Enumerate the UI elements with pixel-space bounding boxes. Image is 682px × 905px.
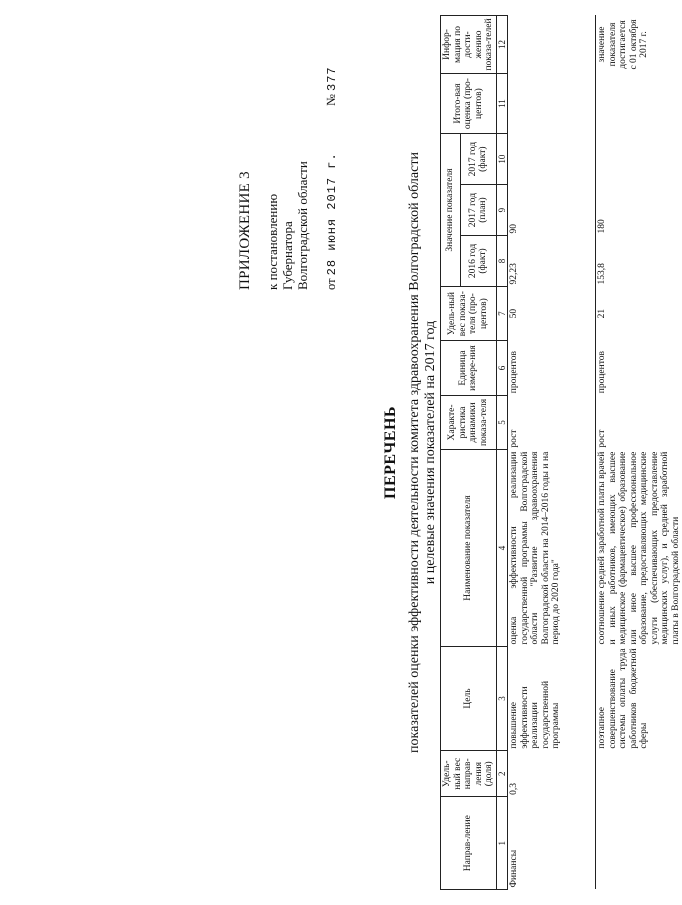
column-number: 9	[496, 185, 508, 236]
cell-info: значение показателя достигается с 01 октября 2017 г.	[596, 16, 682, 74]
indicators-table	[440, 15, 682, 890]
col-header-info: Инфор-мация по дости-жению показа-телей	[441, 16, 497, 74]
subtitle-line-1: показателей оценки эффективности деятельности комитета здравоохранения Волгоградской области	[407, 152, 422, 753]
cell-direction-weight: 0,3	[508, 751, 596, 797]
appendix-header	[238, 30, 340, 290]
cell-2017-plan: 180	[596, 185, 682, 236]
cell-unit: процентов	[508, 341, 596, 395]
column-number: 10	[496, 134, 508, 185]
cell-dynamics: рост	[508, 395, 596, 449]
table-row	[596, 16, 682, 890]
header-line-2: Губернатора	[280, 221, 295, 290]
col-header-dynamics: Характе-ристика динамики показа-теля	[441, 395, 497, 449]
cell-2017-fact	[596, 134, 682, 185]
cell-goal: поэтапное совершенствование системы оплаты труда работников бюджетной сферы	[596, 646, 682, 750]
cell-direction	[596, 797, 682, 890]
subtitle-line-2: и целевые значения показателей на 2017 год	[423, 320, 438, 585]
header-line-1: к постановлению	[265, 193, 280, 290]
cell-2017-fact	[508, 134, 596, 185]
col-header-2017-plan: 2017 год (план)	[460, 185, 496, 236]
cell-indicator: соотношение средней заработной платы врачей и иных работников, имеющих высшее медицинское (фармацевтическое) образование или иное высшее профессиональное образование, предоставляющих медицинские услуги (обеспечивающих предоставление медицинских услуг), и средней заработной платы в Волгоградской области	[597, 451, 681, 645]
date-prefix: от	[324, 278, 338, 290]
col-header-value-group: Значение показателя	[441, 134, 461, 287]
column-number: 12	[496, 16, 508, 74]
cell-2016-fact: 153,8	[596, 236, 682, 287]
header-line-3: Волгоградской области	[295, 161, 310, 290]
cell-total	[596, 73, 682, 133]
cell-indicator: оценка эффективности реализации государственной программы Волгоградской области "Развитие здравоохранения Волгоградской области на 2014–2016 годы и на период до 2020 года"	[508, 450, 596, 647]
document-subtitle	[407, 150, 439, 755]
column-number: 3	[496, 646, 508, 750]
col-header-2017-fact: 2017 год (факт)	[460, 134, 496, 185]
col-header-direction: Направ-ление	[441, 797, 497, 890]
cell-direction: Финансы	[508, 797, 596, 890]
document-title: ПЕРЕЧЕНЬ	[382, 406, 399, 499]
number-prefix: №	[324, 94, 338, 107]
col-header-goal: Цель	[441, 646, 497, 750]
decree-date: 28 июня 2017 г.	[325, 152, 339, 276]
col-header-indicator: Наименование показателя	[441, 450, 497, 647]
column-number: 2	[496, 751, 508, 797]
table-row	[508, 16, 596, 890]
appendix-title: ПРИЛОЖЕНИЕ 3	[237, 171, 253, 290]
col-header-2016-fact: 2016 год (факт)	[460, 236, 496, 287]
col-header-indicator-weight: Удель-ный вес показа-теля (про-центов)	[441, 286, 497, 340]
column-number: 5	[496, 395, 508, 449]
column-numbers-row	[496, 16, 508, 890]
column-number: 8	[496, 236, 508, 287]
col-header-unit: Единица измере-ния	[441, 341, 497, 395]
column-number: 11	[496, 73, 508, 133]
cell-dynamics: рост	[596, 395, 682, 449]
table-header-row-1	[441, 16, 461, 890]
cell-info	[508, 16, 596, 74]
cell-2017-plan: 90	[508, 185, 596, 236]
col-header-direction-weight: Удель-ный вес направ-ления (доля)	[441, 751, 497, 797]
column-number: 1	[496, 797, 508, 890]
cell-total	[508, 73, 596, 133]
col-header-total: Итого-вая оценка (про-центов)	[441, 73, 497, 133]
column-number: 7	[496, 286, 508, 340]
decree-number: 377	[325, 66, 339, 91]
cell-unit: процентов	[596, 341, 682, 395]
column-number: 4	[496, 450, 508, 647]
cell-direction-weight	[596, 751, 682, 797]
cell-indicator-weight: 21	[596, 286, 682, 340]
decree-date-line	[324, 30, 340, 290]
column-number: 6	[496, 341, 508, 395]
cell-goal: повышение эффективности реализации государственной программы	[508, 646, 596, 750]
cell-2016-fact: 92,23	[508, 236, 596, 287]
cell-indicator-weight: 50	[508, 286, 596, 340]
